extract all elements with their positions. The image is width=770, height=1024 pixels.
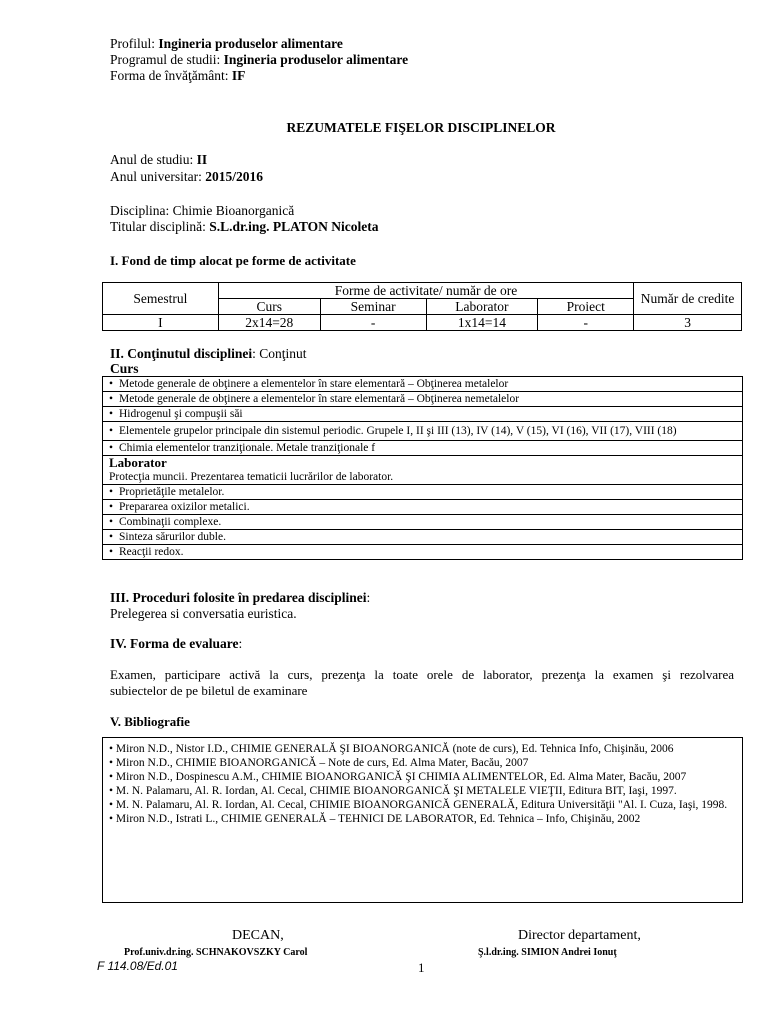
section3-heading-bold: III. Proceduri folosite în predarea disciplinei xyxy=(110,590,367,605)
academic-year-label: Anul universitar: xyxy=(110,169,206,184)
curs-item-text: Elementele grupelor principale din sistemul periodic. Grupele I, II şi III (13), IV (14), V (15), VI (16), VII (17), VIII (18) xyxy=(119,425,677,437)
sub-laborator: Laborator xyxy=(426,299,538,315)
section4-heading-bold: IV. Forma de evaluare xyxy=(110,636,239,651)
page-number: 1 xyxy=(418,960,425,975)
section5-heading: V. Bibliografie xyxy=(110,714,190,729)
activity-table xyxy=(102,282,742,331)
profile-label: Profilul: xyxy=(110,36,159,51)
bib-item-text: Miron N.D., Dospinescu A.M., CHIMIE BIOANORGANICĂ ŞI CHIMIA ALIMENTELOR, Ed. Alma Mater, Bacău, 2007 xyxy=(115,771,687,783)
bib-item-text: Miron N.D., Nistor I.D., CHIMIE GENERALĂ ŞI BIOANORGANICĂ (note de curs), Ed. Tehnica Info, Chişinău, 2006 xyxy=(115,743,674,755)
page-title: REZUMATELE FIŞELOR DISCIPLINELOR xyxy=(286,120,556,135)
col-semestru: Semestrul xyxy=(103,283,219,315)
content-box xyxy=(102,376,743,560)
col-forme: Forme de activitate/ număr de ore xyxy=(218,283,633,299)
bib-item: • Miron N.D., Dospinescu A.M., CHIMIE BIOANORGANICĂ ŞI CHIMIA ALIMENTELOR, Ed. Alma Mater, Bacău, 2007 xyxy=(109,771,687,783)
bib-item: • Miron N.D., CHIMIE BIOANORGANICĂ – Note de curs, Ed. Alma Mater, Bacău, 2007 xyxy=(109,757,529,769)
cell-seminar: - xyxy=(320,315,426,331)
bib-item-text: Miron N.D., Istrati L., CHIMIE GENERALĂ – TEHNICI DE LABORATOR, Ed. Tehnica – Info, Chişinău, 2002 xyxy=(115,813,641,825)
curs-item-text: Chimia elementelor tranziţionale. Metale tranziţionale f xyxy=(119,442,376,454)
study-form-label: Forma de învăţământ: xyxy=(110,68,232,83)
section4-text-line2: subiectelor de pe biletul de examinare xyxy=(110,683,308,698)
section1-heading: I. Fond de timp alocat pe forme de activitate xyxy=(110,253,356,268)
lab-item-text: Reacţii redox. xyxy=(119,546,184,558)
cell-curs: 2x14=28 xyxy=(218,315,320,331)
study-year-line xyxy=(110,152,207,168)
cell-credite: 3 xyxy=(634,315,742,331)
program-label: Programul de studii: xyxy=(110,52,224,67)
bib-item-text: Miron N.D., CHIMIE BIOANORGANICĂ – Note de curs, Ed. Alma Mater, Bacău, 2007 xyxy=(115,757,529,769)
curs-item: • Chimia elementelor tranziţionale. Metale tranziţionale f xyxy=(103,441,742,456)
dean-name: Prof.univ.dr.ing. SCHNAKOVSZKY Carol xyxy=(124,947,308,958)
profile-value: Ingineria produselor alimentare xyxy=(158,36,343,51)
bib-item: • Miron N.D., Nistor I.D., CHIMIE GENERALĂ ŞI BIOANORGANICĂ (note de curs), Ed. Tehnica Info, Chişinău, 2006 xyxy=(109,743,674,755)
lab-item-text: Combinaţii complexe. xyxy=(119,516,222,528)
col-credite: Număr de credite xyxy=(634,283,742,315)
program-line xyxy=(110,52,408,68)
titular-line xyxy=(110,219,379,235)
curs-item-text: Hidrogenul şi compuşii săi xyxy=(119,408,243,420)
academic-year-value: 2015/2016 xyxy=(205,169,263,184)
section4-text-line1: Examen, participare activă la curs, prezenţa la toate orele de laborator, prezenţa la examen şi rezolvarea xyxy=(110,667,734,682)
titular-value: S.L.dr.ing. PLATON Nicoleta xyxy=(209,219,379,234)
curs-item-text: Metode generale de obţinere a elementelor în stare elementară – Obţinerea nemetalelor xyxy=(119,393,520,405)
profile-line xyxy=(110,36,343,52)
curs-item-text: Metode generale de obţinere a elementelor în stare elementară – Obţinerea metalelor xyxy=(119,378,509,390)
section2-heading-bold: II. Conţinutul disciplinei xyxy=(110,346,253,361)
section4-heading-rest: : xyxy=(238,636,243,651)
activity-header-row xyxy=(103,283,742,299)
section3-heading xyxy=(110,590,370,606)
lab-item: • Proprietăţile metalelor. xyxy=(103,485,742,500)
titular-label: Titular disciplină: xyxy=(110,219,210,234)
study-year-label: Anul de studiu: xyxy=(110,152,197,167)
director-name: Ş.l.dr.ing. SIMION Andrei Ionuţ xyxy=(478,947,617,958)
bib-item: • M. N. Palamaru, Al. R. Iordan, Al. Cecal, CHIMIE BIOANORGANICĂ ŞI METALELE VIEŢII, Editura BIT, Iaşi, 1997. xyxy=(109,785,677,797)
lab-item: • Reacţii redox. xyxy=(109,546,184,558)
lab-intro: Protecţia muncii. Prezentarea tematicii lucrărilor de laborator. xyxy=(109,471,394,483)
cell-laborator: 1x14=14 xyxy=(426,315,538,331)
curs-item: • Metode generale de obţinere a elementelor în stare elementară – Obţinerea nemetalelor xyxy=(103,392,742,407)
cell-proiect: - xyxy=(538,315,634,331)
lab-item-text: Sinteza sărurilor duble. xyxy=(119,531,226,543)
section3-text: Prelegerea si conversatia euristica. xyxy=(110,606,297,621)
lab-item: • Prepararea oxizilor metalici. xyxy=(103,500,742,515)
bib-item-text: M. N. Palamaru, Al. R. Iordan, Al. Cecal, CHIMIE BIOANORGANICĂ ŞI METALELE VIEŢII, Editura BIT, Iaşi, 1997. xyxy=(115,785,677,797)
lab-item-text: Prepararea oxizilor metalici. xyxy=(119,501,250,513)
sub-proiect: Proiect xyxy=(538,299,634,315)
program-value: Ingineria produselor alimentare xyxy=(223,52,409,67)
discipline-line: Disciplina: Chimie Bioanorganică xyxy=(110,203,295,218)
activity-data-row xyxy=(103,315,742,331)
curs-item: • Elementele grupelor principale din sistemul periodic. Grupele I, II şi III (13), IV (14), V (15), VI (16), VII (17), VIII (18) xyxy=(103,422,742,441)
dean-title: DECAN, xyxy=(232,928,284,943)
director-title: Director departament, xyxy=(518,928,641,943)
section4-heading xyxy=(110,636,242,652)
section3-heading-rest: : xyxy=(366,590,371,605)
sub-seminar: Seminar xyxy=(320,299,426,315)
sub-curs: Curs xyxy=(218,299,320,315)
bib-item: • Miron N.D., Istrati L., CHIMIE GENERALĂ – TEHNICI DE LABORATOR, Ed. Tehnica – Info, Chişinău, 2002 xyxy=(109,813,641,825)
curs-item: • Metode generale de obţinere a elementelor în stare elementară – Obţinerea metalelor xyxy=(103,377,742,392)
lab-label: Laborator xyxy=(109,455,167,470)
curs-label: Curs xyxy=(110,361,139,376)
bib-item-text: M. N. Palamaru, Al. R. Iordan, Al. Cecal, CHIMIE BIOANORGANICĂ GENERALĂ, Editura Universităţii "Al. I. Cuza, Iaşi, 1998. xyxy=(115,799,728,811)
study-form-value: IF xyxy=(231,68,246,83)
lab-item: • Combinaţii complexe. xyxy=(103,515,742,530)
section2-heading xyxy=(110,346,307,362)
bibliography-box xyxy=(102,737,743,903)
curs-item: • Hidrogenul şi compuşii săi xyxy=(103,407,742,422)
section2-heading-rest: : Conţinut xyxy=(252,346,307,361)
study-form-line xyxy=(110,68,245,84)
lab-item: • Sinteza sărurilor duble. xyxy=(103,530,742,545)
study-year-value: II xyxy=(196,152,208,167)
cell-semestru: I xyxy=(103,315,219,331)
bib-item: • M. N. Palamaru, Al. R. Iordan, Al. Cecal, CHIMIE BIOANORGANICĂ GENERALĂ, Editura Universităţii "Al. I. Cuza, Iaşi, 1998. xyxy=(109,799,728,811)
lab-item-text: Proprietăţile metalelor. xyxy=(119,486,225,498)
lab-block xyxy=(103,456,742,485)
academic-year-line xyxy=(110,169,263,185)
form-code: F 114.08/Ed.01 xyxy=(97,959,178,973)
